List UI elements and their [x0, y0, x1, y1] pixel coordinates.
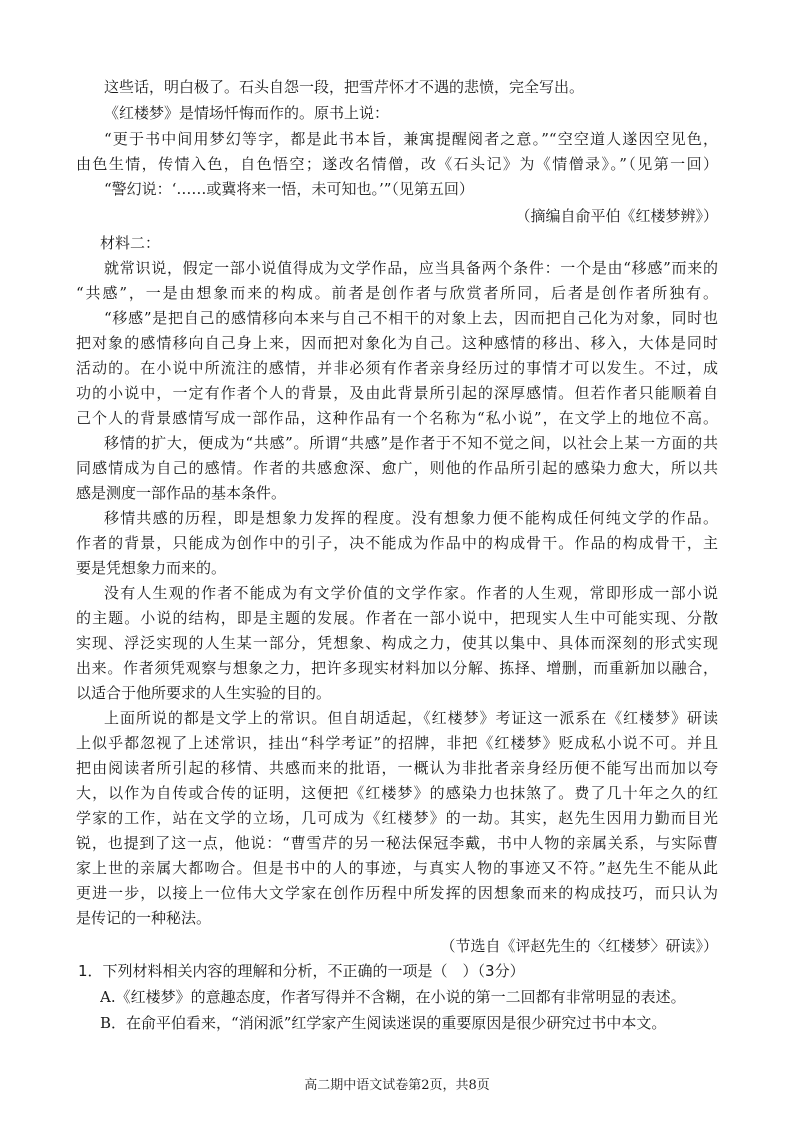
text-line: “共感”，一是由想象而来的构成。前者是创作者与欣赏者所同，后者是创作者所独有。: [76, 284, 718, 302]
text-line: 实现、浮泛实现的人生某一部分，凭想象、构成之力，使其以集中、具体而深刻的形式实现: [76, 634, 718, 652]
question-stem: 1．下列材料相关内容的理解和分析，不正确的一项是（ ）（3分）: [78, 962, 525, 980]
section-heading: 材料二：: [100, 234, 161, 252]
text-line: 上似乎都忽视了上述常识，挂出“科学考证”的招牌，非把《红楼梦》贬成私小说不可。并且: [76, 734, 718, 752]
source-citation: （摘编自俞平伯《红楼梦辨》）: [515, 207, 718, 225]
text-line: “更于书中间用梦幻等字，都是此书本旨，兼寓提醒阅者之意。”“空空道人遂因空见色，: [104, 130, 718, 148]
page-footer: 高二期中语文试卷第2页，共8页: [304, 1078, 490, 1093]
text-line: 更进一步，以接上一位伟大文学家在创作历程中所发挥的因想象而来的构成技巧，而只认为: [76, 884, 718, 902]
text-line: 出来。作者须凭观察与想象之力，把许多现实材料加以分解、拣择、增删，而重新加以融合，: [76, 659, 718, 677]
text-line: 的主题。小说的结构，即是主题的发展。作者在一部小说中，把现实人生中可能实现、分散: [76, 609, 718, 627]
text-line: 功的小说中，一定有作者个人的背景，及由此背景所引起的深厚感情。但若作者只能顺着自: [76, 384, 718, 402]
text-line: 把由阅读者所引起的移情、共感而来的批语，一概认为非批者亲身经历便不能写出而加以夸: [76, 759, 718, 777]
text-line: 大，以作为自传或合传的证明，这便把《红楼梦》的感染力也抹煞了。费了几十年之久的红: [76, 784, 718, 802]
text-line: 同感情成为自己的感情。作者的共感愈深、愈广，则他的作品所引起的感染力愈大，所以共: [76, 459, 718, 477]
answer-option-a: A.《红楼梦》的意趣态度，作者写得并不含糊，在小说的第一二回都有非常明显的表述。: [100, 988, 686, 1006]
text-line: 作者的背景，只能成为创作中的引子，决不能成为作品中的构成骨干。作品的构成骨干，主: [76, 534, 718, 552]
text-line: 没有人生观的作者不能成为有文学价值的文学作家。作者的人生观，常即形成一部小说: [104, 584, 718, 602]
text-line: 以适合于他所要求的人生实验的目的。: [76, 684, 332, 702]
text-line: 上面所说的都是文学上的常识。但自胡适起，《红楼梦》考证这一派系在《红楼梦》研读: [104, 709, 718, 727]
answer-option-b: B．在俞平伯看来，“消闲派”红学家产生阅读迷误的重要原因是很少研究过书中本文。: [100, 1014, 667, 1032]
text-line: 就常识说，假定一部小说值得成为文学作品，应当具备两个条件：一个是由“移感”而来的: [104, 259, 718, 277]
text-line: 己个人的背景感情写成一部作品，这种作品有一个名称为“私小说”，在文学上的地位不高。: [76, 409, 718, 427]
text-line: 锐，也提到了这一点，他说：“曹雪芹的另一秘法保冠李戴，书中人物的亲属关系，与实际曹: [76, 834, 718, 852]
text-line: 活动的。在小说中所流注的感情，并非必须有作者亲身经历过的事情才可以发生。不过，成: [76, 359, 718, 377]
text-line: 学家的工作，站在文学的立场，几可成为《红楼梦》的一劫。其实，赵先生因用力勤而目光: [76, 809, 718, 827]
text-line: “警幻说：‘……或冀将来一悟，未可知也。’”（见第五回）: [104, 180, 474, 198]
text-line: 要是凭想象力而来的。: [76, 559, 227, 577]
source-citation: （节选自《评赵先生的〈红楼梦〉研读》）: [440, 937, 718, 955]
text-line: 由色生情，传情入色，自色悟空；遂改名情僧，改《石头记》为《情僧录》。”（见第一回）: [76, 155, 718, 173]
text-line: 移情共感的历程，即是想象力发挥的程度。没有想象力便不能构成任何纯文学的作品。: [104, 509, 718, 527]
text-line: 把对象的感情移向自己身上来，因而把对象化为自己。这种感情的移出、移入，大体是同时: [76, 334, 718, 352]
text-line: 是传记的一种秘法。: [76, 909, 212, 927]
text-line: 感是测度一部作品的基本条件。: [76, 484, 287, 502]
text-line: 《红楼梦》是情场忏悔而作的。原书上说：: [104, 104, 390, 122]
text-line: 移情的扩大，便成为“共感”。所谓“共感”是作者于不知不觉之间，以社会上某一方面的共: [104, 434, 718, 452]
text-line: “移感”是把自己的感情移向本来与自己不相干的对象上去，因而把自己化为对象，同时也: [104, 309, 718, 327]
text-line: 这些话，明白极了。石头自怨一段，把雪芹怀才不遇的悲愤，完全写出。: [104, 78, 585, 96]
text-line: 家上世的亲属大都吻合。但是书中的人的事迹，与真实人物的事迹又不符。”赵先生不能从此: [76, 859, 718, 877]
